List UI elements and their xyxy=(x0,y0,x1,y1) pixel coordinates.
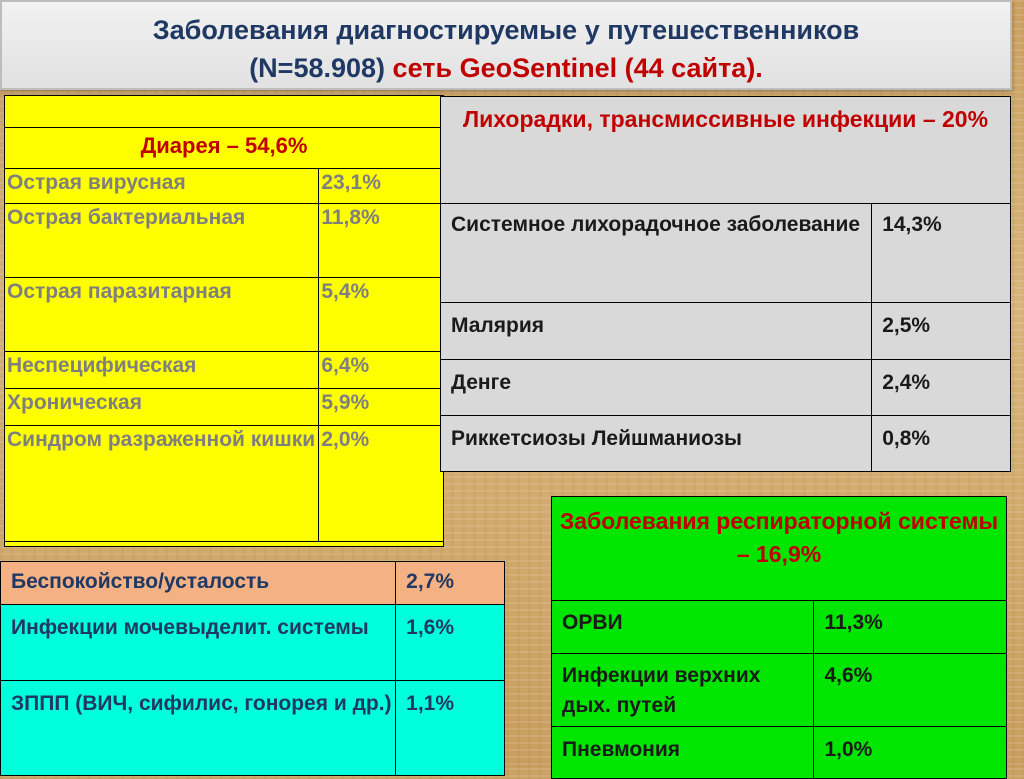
table-row-label: Острая вирусная xyxy=(5,169,319,204)
table-row-label: Пневмония xyxy=(552,727,814,779)
table-row-value: 11,8% xyxy=(319,204,444,278)
respiratory-header: Заболевания респираторной системы – 16,9% xyxy=(552,497,1007,601)
table-row-label: Синдром разраженной кишки xyxy=(5,426,319,542)
table-row-label: Системное лихорадочное заболевание xyxy=(441,204,872,303)
table-row-value: 0,8% xyxy=(872,416,1011,472)
table-row-label: Хроническая xyxy=(5,389,319,426)
table-row-value: 5,9% xyxy=(319,389,444,426)
table-row-value: 2,0% xyxy=(319,426,444,542)
table-row-value: 23,1% xyxy=(319,169,444,204)
table-row-value: 6,4% xyxy=(319,352,444,389)
table-row-label: ОРВИ xyxy=(552,601,814,654)
table-row-label: Малярия xyxy=(441,303,872,360)
table-row-value: 1,6% xyxy=(396,605,505,681)
table-row-label: Риккетсиозы Лейшманиозы xyxy=(441,416,872,472)
title-line-2 xyxy=(2,49,1010,87)
table-row-label: Неспецифическая xyxy=(5,352,319,389)
other-conditions-table xyxy=(0,561,505,776)
table-row-label: Денге xyxy=(441,360,872,416)
table-row-label: Острая бактериальная xyxy=(5,204,319,278)
respiratory-table xyxy=(551,496,1007,779)
fevers-header: Лихорадки, трансмиссивные инфекции – 20% xyxy=(441,97,1011,204)
table-row-value: 2,4% xyxy=(872,360,1011,416)
table-row-label: Беспокойство/усталость xyxy=(1,562,396,605)
table-row-value: 14,3% xyxy=(872,204,1011,303)
diarrhea-table xyxy=(4,127,444,542)
table-row-value: 11,3% xyxy=(814,601,1007,654)
diarrhea-header: Диарея – 54,6% xyxy=(5,128,444,169)
title-line-1: Заболевания диагностируемые у путешественников xyxy=(152,15,860,45)
fevers-table xyxy=(440,96,1011,472)
table-row-value: 1,0% xyxy=(814,727,1007,779)
table-row-value: 5,4% xyxy=(319,278,444,352)
table-row-value: 4,6% xyxy=(814,654,1007,727)
slide-title xyxy=(0,0,1012,90)
table-row-label: Инфекции верхних дых. путей xyxy=(552,654,814,727)
table-row-label: ЗППП (ВИЧ, сифилис, гонорея и др.) xyxy=(1,681,396,776)
table-row-value: 1,1% xyxy=(396,681,505,776)
title-network-word: сеть xyxy=(392,53,453,83)
table-row-label: Инфекции мочевыделит. системы xyxy=(1,605,396,681)
table-row-value: 2,5% xyxy=(872,303,1011,360)
table-row-label: Острая паразитарная xyxy=(5,278,319,352)
title-network-name: GeoSentinel (44 сайта). xyxy=(459,53,763,83)
title-sample-size: (N=58.908) xyxy=(249,53,386,83)
table-row-value: 2,7% xyxy=(396,562,505,605)
